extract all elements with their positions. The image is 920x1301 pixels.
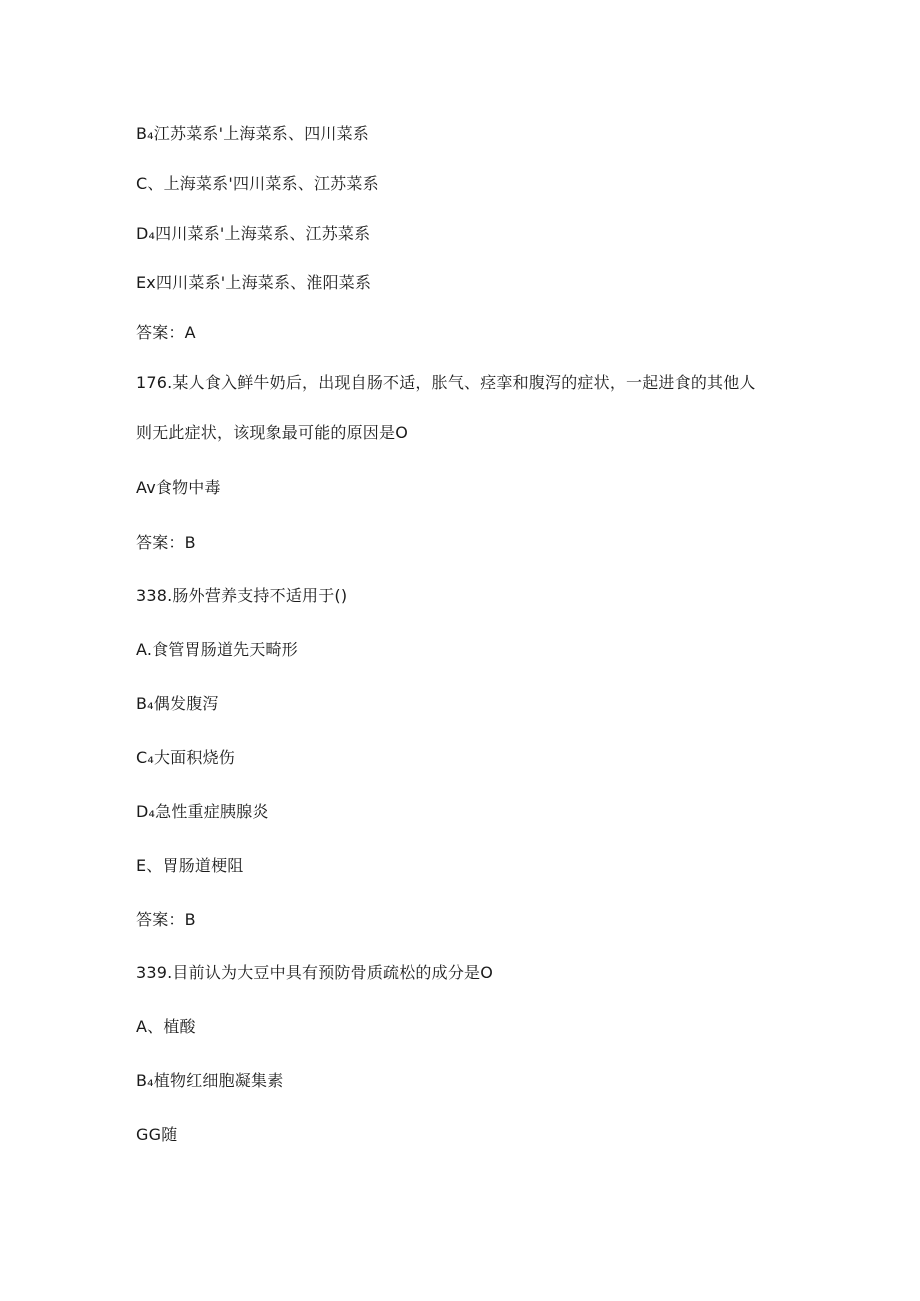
option-c-line: C、上海菜系'四川菜系、江苏菜系 — [136, 174, 379, 193]
option-a-line: A、植酸 — [136, 1017, 196, 1036]
answer-line: 答案：B — [136, 533, 196, 552]
option-c-line: GG随 — [136, 1125, 178, 1144]
option-d-line: D₄四川菜系'上海菜系、江苏菜系 — [136, 224, 371, 243]
option-c-line: C₄大面积烧伤 — [136, 748, 235, 767]
option-b-line: B₄江苏菜系'上海菜系、四川菜系 — [136, 124, 369, 143]
option-b-line: B₄偶发腹泻 — [136, 694, 219, 713]
answer-line: 答案：A — [136, 323, 196, 342]
option-a-line: A.食管胃肠道先天畸形 — [136, 640, 298, 659]
option-e-line: E、胃肠道梗阻 — [136, 856, 244, 875]
option-d-line: D₄急性重症胰腺炎 — [136, 802, 269, 821]
question-176-line-2: 则无此症状，该现象最可能的原因是O — [136, 423, 408, 442]
question-338-line: 338.肠外营养支持不适用于() — [136, 586, 348, 605]
answer-line: 答案：B — [136, 910, 196, 929]
option-b-line: B₄植物红细胞凝集素 — [136, 1071, 284, 1090]
option-a-line: Av食物中毒 — [136, 478, 221, 497]
question-176-line-1: 176.某人食入鲜牛奶后，出现自肠不适，胀气、痉挛和腹泻的症状，一起进食的其他人 — [136, 373, 756, 392]
question-339-line: 339.目前认为大豆中具有预防骨质疏松的成分是O — [136, 963, 494, 982]
option-e-line: Ex四川菜系'上海菜系、淮阳菜系 — [136, 273, 372, 292]
